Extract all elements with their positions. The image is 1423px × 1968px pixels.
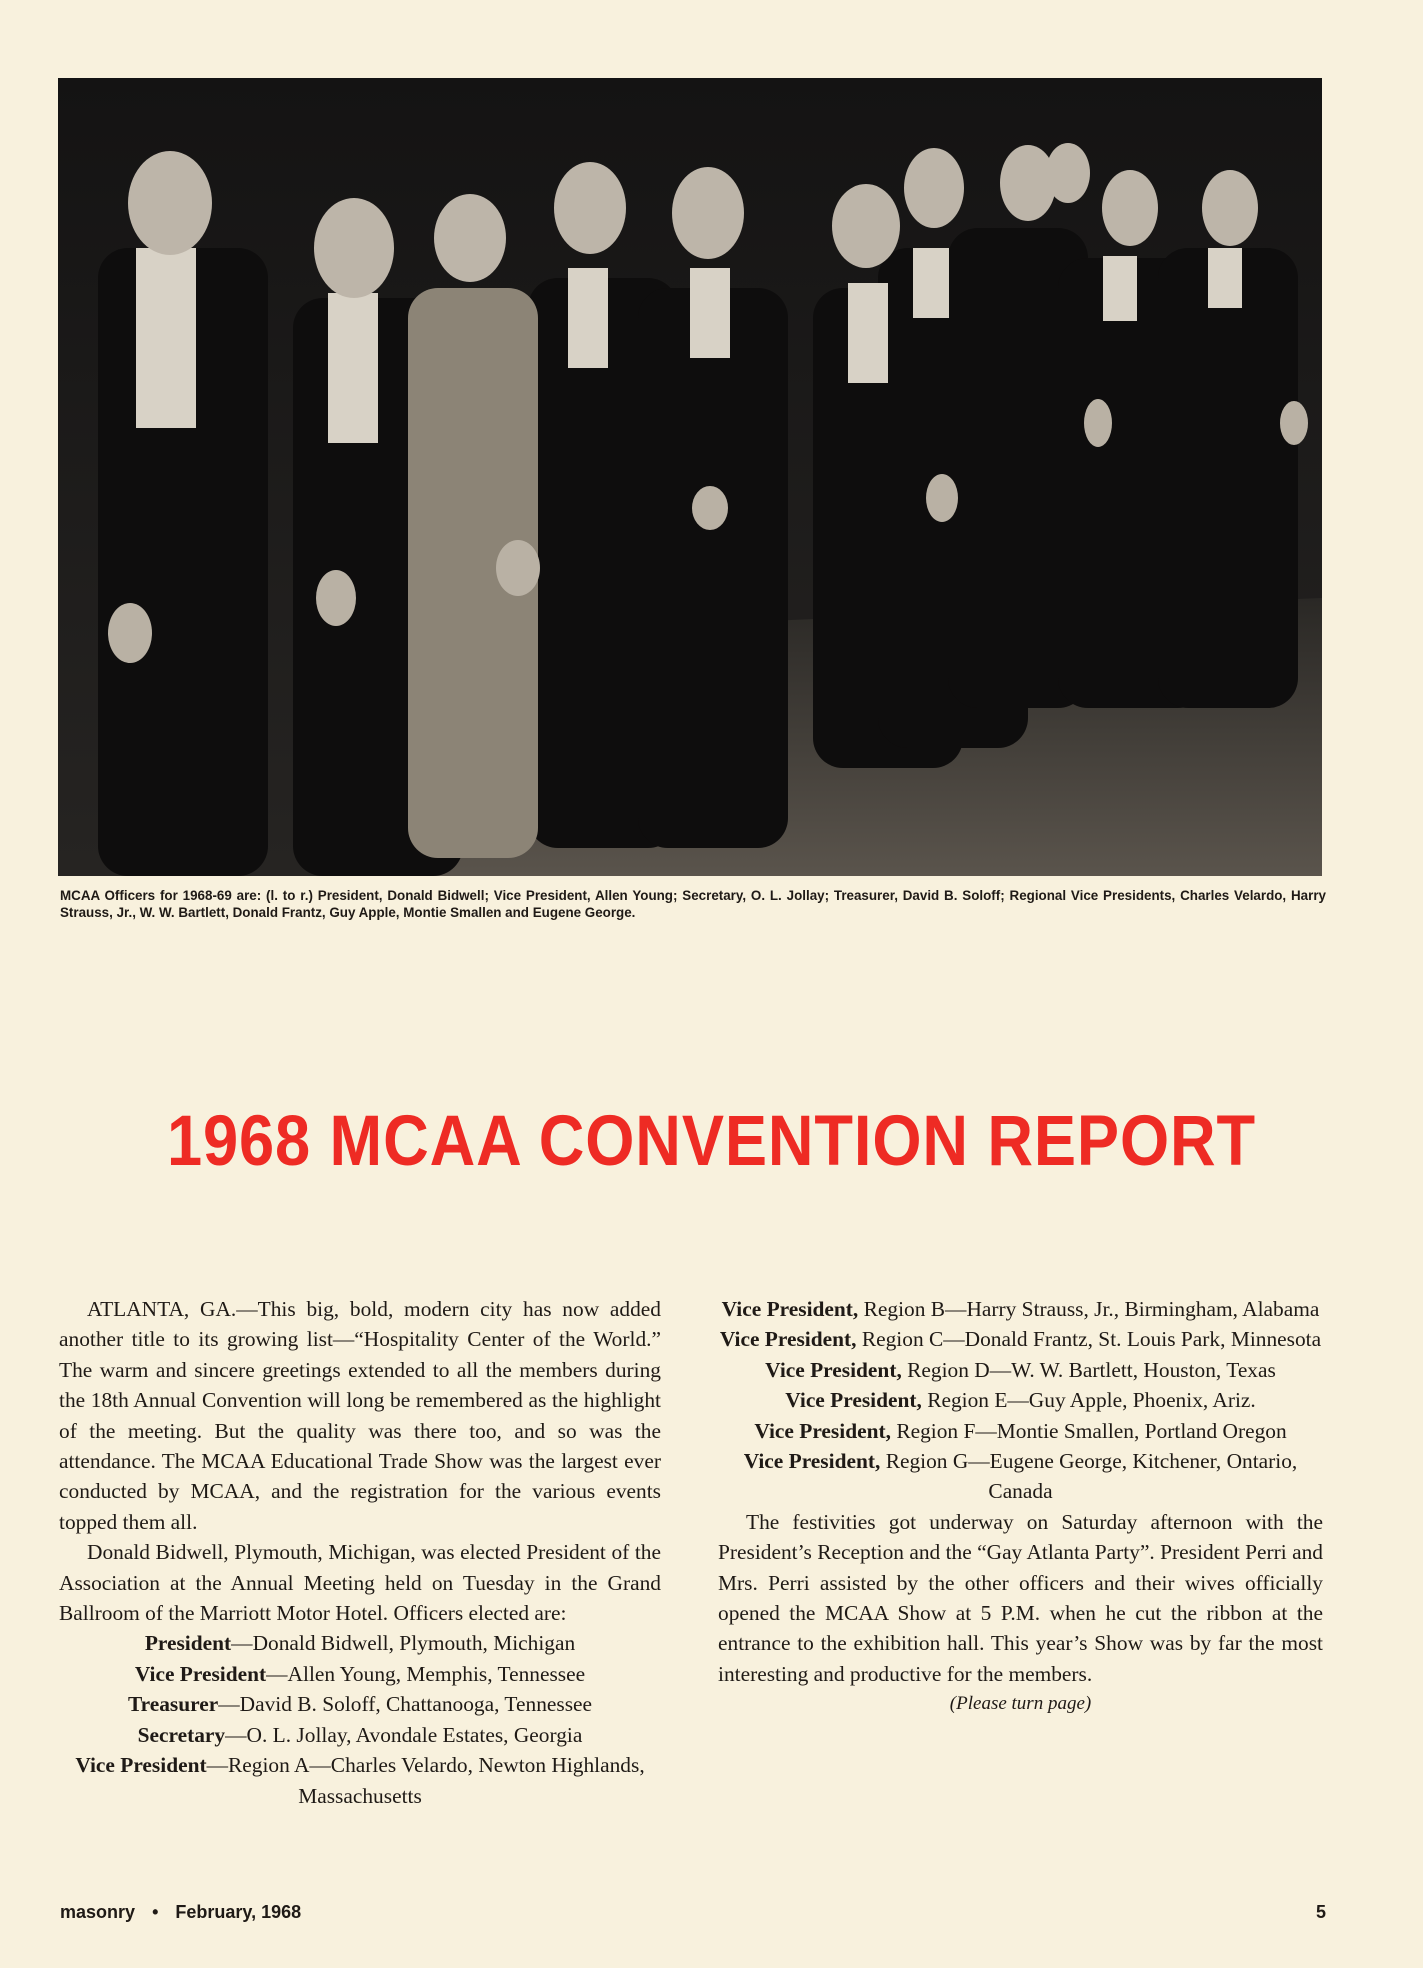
regional-title: Vice President, [743,1449,881,1474]
headline: 1968 MCAA CONVENTION REPORT [166,1102,1257,1181]
officer-title: Vice President [134,1661,267,1686]
officer-line [59,1659,661,1689]
right-column [718,1294,1323,1720]
officer-title: Vice President [75,1753,207,1778]
officers-photo [58,78,1322,876]
officer-title: Treasurer [127,1692,219,1717]
officer-line [59,1750,661,1811]
festivities-paragraph: The festivities got underway on Saturday afternoon with the President’s Reception and the “Gay Atlanta Party”. President Perri and Mrs. Perri assisted by the other officers and their wives officially opened the MCAA Show at 5 P.M. when he cut the ribbon at the entrance to the exhibition hall. This year’s Show was by far the most interesting and productive for the members. [718,1509,1323,1686]
regional-title: Vice President, [719,1327,857,1352]
magazine-name: masonry [60,1902,136,1922]
regional-title: Vice President, [765,1357,902,1382]
officers-photo-illustration [58,78,1322,876]
regional-title: Vice President, [754,1418,891,1443]
regional-officer-line [718,1294,1323,1324]
intro-paragraph: ATLANTA, GA.—This big, bold, modern city has now added another title to its growing list—“Hospitality Center of the World.” The warm and sincere greetings extended to all the members during the 18th Annual Convention will long be remembered as the highlight of the meeting. But the quality was there too, and so was the attendance. The MCAA Educational Trade Show was the largest ever conducted by MCAA, and the registration for the various events topped them all. [59,1297,661,1534]
page-number: 5 [1315,1902,1326,1922]
officer-line [59,1689,661,1719]
election-paragraph: Donald Bidwell, Plymouth, Michigan, was elected President of the Association at the Annual Meeting held on Tuesday in the Grand Ballroom of the Marriott Motor Hotel. Officers elected are: [59,1540,661,1626]
regional-detail: Region F—Montie Smallen, Portland Oregon [890,1418,1287,1443]
left-column [59,1294,661,1811]
officer-title: President [144,1631,232,1656]
officer-detail: —Allen Young, Memphis, Tennessee [266,1661,586,1686]
officer-title: Secretary [137,1722,226,1747]
regional-officer-line [718,1385,1323,1415]
regional-detail: Region B—Harry Strauss, Jr., Birmingham, Alabama [858,1297,1320,1321]
regional-title: Vice President, [785,1388,922,1413]
page-footer [60,1902,1326,1923]
regional-officer-line [718,1416,1323,1446]
regional-officer-line [718,1355,1323,1385]
regional-detail: Region C—Donald Frantz, St. Louis Park, Minnesota [856,1327,1322,1352]
officer-detail: —Region A—Charles Velardo, Newton Highlands, Massachusetts [206,1753,645,1808]
officer-detail: —Donald Bidwell, Plymouth, Michigan [231,1631,576,1656]
regional-officer-line [718,1446,1323,1507]
regional-detail: Region E—Guy Apple, Phoenix, Ariz. [921,1388,1256,1413]
officer-detail: —David B. Soloff, Chattanooga, Tennessee [218,1692,593,1717]
officer-detail: —O. L. Jollay, Avondale Estates, Georgia [225,1722,583,1747]
photo-caption: MCAA Officers for 1968-69 are: (l. to r.) President, Donald Bidwell; Vice President, Allen Young; Secretary, O. L. Jollay; Treasurer, David B. Soloff; Regional Vice Presidents, Charles Velardo, Harry Strauss, Jr., W. W. Bartlett, Donald Frantz, Guy Apple, Montie Smallen and Eugene George. [60,888,1326,920]
issue-date: February, 1968 [175,1902,302,1922]
regional-detail: Region D—W. W. Bartlett, Houston, Texas [901,1357,1276,1382]
officer-line [59,1720,661,1750]
footer-bullet: • [152,1902,159,1922]
regional-title: Vice President, [721,1297,859,1321]
regional-detail: Region G—Eugene George, Kitchener, Ontario, Canada [880,1449,1298,1504]
continued-note: (Please turn page) [949,1693,1092,1715]
officer-line [59,1628,661,1658]
regional-officer-line [718,1324,1323,1354]
